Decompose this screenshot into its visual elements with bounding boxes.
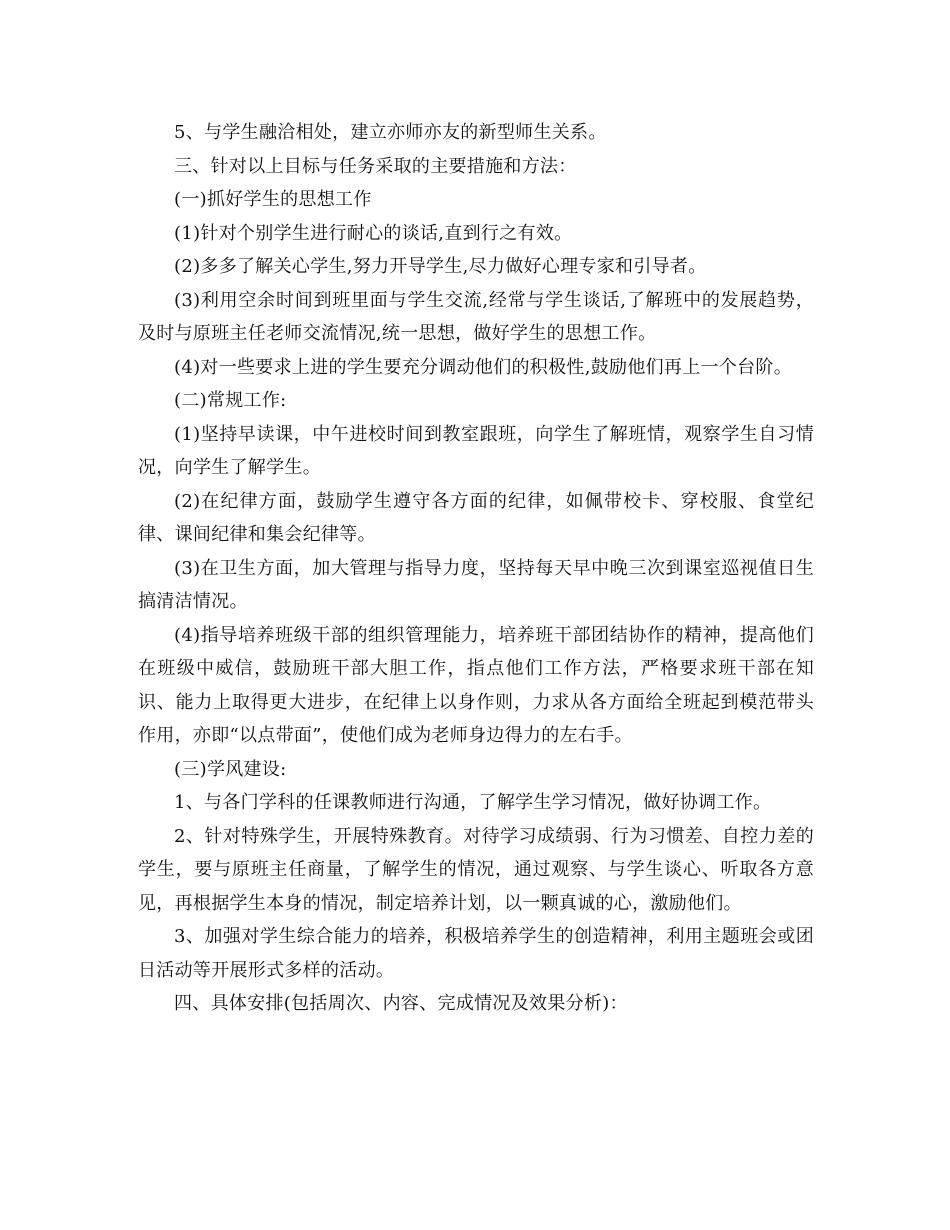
paragraph-routine-2: (2)在纪律方面，鼓励学生遵守各方面的纪律，如佩带校卡、穿校服、食堂纪律、课间纪律和集会纪律等。 — [138, 490, 814, 545]
paragraph-thought-4: (4)对一些要求上进的学生要充分调动他们的积极性,鼓励他们再上一个台阶。 — [174, 356, 793, 378]
paragraph-thought-1: (1)针对个别学生进行耐心的谈话,直到行之有效。 — [174, 222, 573, 244]
paragraph-study-3: 3、加强对学生综合能力的培养，积极培养学生的创造精神，利用主题班会或团日活动等开展形式多样的活动。 — [138, 926, 814, 981]
subsection-heading-1: (一)抓好学生的思想工作 — [174, 189, 372, 210]
section-heading-3: 三、针对以上目标与任务采取的主要措施和方法： — [174, 155, 577, 177]
paragraph-routine-3: (3)在卫生方面，加大管理与指导力度，坚持每天早中晚三次到课室巡视值日生搞清洁情况。 — [138, 557, 814, 612]
paragraph-study-2: 2、针对特殊学生，开展特殊教育。对待学习成绩弱、行为习惯差、自控力差的学生，要与原班主任商量，了解学生的情况，通过观察、与学生谈心、听取各方意见，再根据学生本身的情况，制定培养计划，以一颗真诚的心，激励他们。 — [138, 825, 814, 914]
paragraph-study-1: 1、与各门学科的任课教师进行沟通，了解学生学习情况，做好协调工作。 — [174, 792, 772, 813]
subsection-heading-3: (三)学风建设: — [174, 758, 287, 780]
subsection-heading-2: (二)常规工作: — [174, 390, 287, 411]
section-heading-4: 四、具体安排(包括周次、内容、完成情况及效果分析)： — [174, 993, 628, 1014]
paragraph-thought-2: (2)多多了解关心学生,努力开导学生,尽力做好心理专家和引导者。 — [174, 256, 707, 277]
paragraph-thought-3: (3)利用空余时间到班里面与学生交流,经常与学生谈话,了解班中的发展趋势，及时与原班主任老师交流情况,统一思想，做好学生的思想工作。 — [138, 289, 814, 344]
paragraph-routine-1: (1)坚持早读课，中午进校时间到教室跟班，向学生了解班情，观察学生自习情况，向学生了解学生。 — [138, 423, 814, 478]
paragraph-item-5: 5、与学生融洽相处，建立亦师亦友的新型师生关系。 — [174, 122, 607, 143]
paragraph-routine-4: (4)指导培养班级干部的组织管理能力，培养班干部团结协作的精神，提高他们在班级中威信，鼓励班干部大胆工作，指点他们工作方法，严格要求班干部在知识、能力上取得更大进步，在纪律上以身作则，力求从各方面给全班起到模范带头作用，亦即“以点带面”，使他们成为老师身边得力的左右手。 — [138, 624, 814, 746]
document-body — [138, 116, 814, 1021]
